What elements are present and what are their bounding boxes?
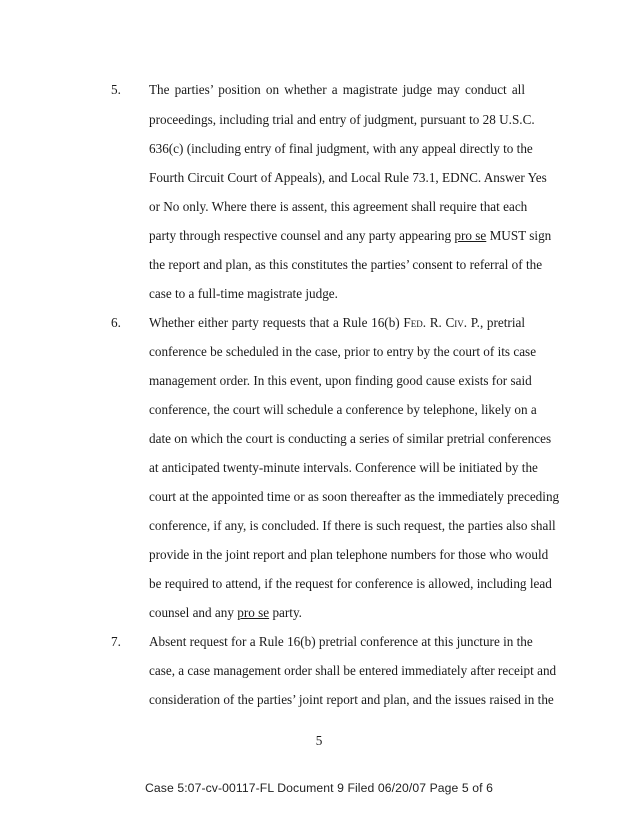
text-run: Whether either party requests that a Rule 16(b) [149, 315, 404, 330]
text-line: Absent request for a Rule 16(b) pretrial conference at this juncture in the [149, 634, 533, 649]
text-line: be required to attend, if the request for conference is allowed, including lead [149, 576, 552, 591]
page-number: 5 [315, 733, 323, 748]
text-line: court at the appointed time or as soon thereafter as the immediately preceding [149, 489, 560, 504]
paragraph-number: 6. [111, 315, 121, 330]
text-line: the report and plan, as this constitutes the parties’ consent to referral of the [149, 257, 543, 272]
court-filing-footer: Case 5:07-cv-00117-FL Document 9 Filed 06/20/07 Page 5 of 6 [144, 781, 494, 795]
text-run: MUST sign [486, 228, 552, 243]
text-line: date on which the court is conducting a series of similar pretrial conferences [149, 431, 552, 446]
text-line: management order. In this event, upon finding good cause exists for said [149, 373, 532, 388]
text-line: Fourth Circuit Court of Appeals), and Local Rule 73.1, EDNC. Answer Yes [149, 170, 547, 185]
text-line: provide in the joint report and plan telephone numbers for those who would [149, 547, 549, 562]
text-line [149, 605, 525, 621]
rule-citation: Fed. R. Civ. P. [403, 315, 480, 330]
text-run: party through respective counsel and any party appearing [149, 228, 455, 243]
text-line: or No only. Where there is assent, this agreement shall require that each [149, 199, 528, 214]
pro-se-term: pro se [454, 228, 487, 243]
text-line [149, 315, 525, 331]
text-line: proceedings, including trial and entry of judgment, pursuant to 28 U.S.C. [149, 112, 535, 127]
text-line [149, 228, 552, 244]
text-line: consideration of the parties’ joint report and plan, and the issues raised in the [149, 692, 554, 707]
text-line: conference, if any, is concluded. If there is such request, the parties also shall [149, 518, 556, 533]
text-run: counsel and any [149, 605, 238, 620]
paragraph-number: 7. [111, 634, 121, 649]
text-line: conference, the court will schedule a conference by telephone, likely on a [149, 402, 537, 417]
paragraph-number: 5. [111, 82, 121, 97]
text-line: at anticipated twenty-minute intervals. Conference will be initiated by the [149, 460, 538, 475]
text-run: , pretrial [479, 315, 526, 330]
text-run: party. [269, 605, 302, 620]
text-line: conference be scheduled in the case, prior to entry by the court of its case [149, 344, 537, 359]
text-line: case to a full-time magistrate judge. [149, 286, 338, 301]
text-line: The parties’ position on whether a magistrate judge may conduct all [149, 82, 525, 97]
text-line: 636(c) (including entry of final judgment, with any appeal directly to the [149, 141, 533, 156]
pro-se-term: pro se [237, 605, 270, 620]
text-line: case, a case management order shall be entered immediately after receipt and [149, 663, 557, 678]
